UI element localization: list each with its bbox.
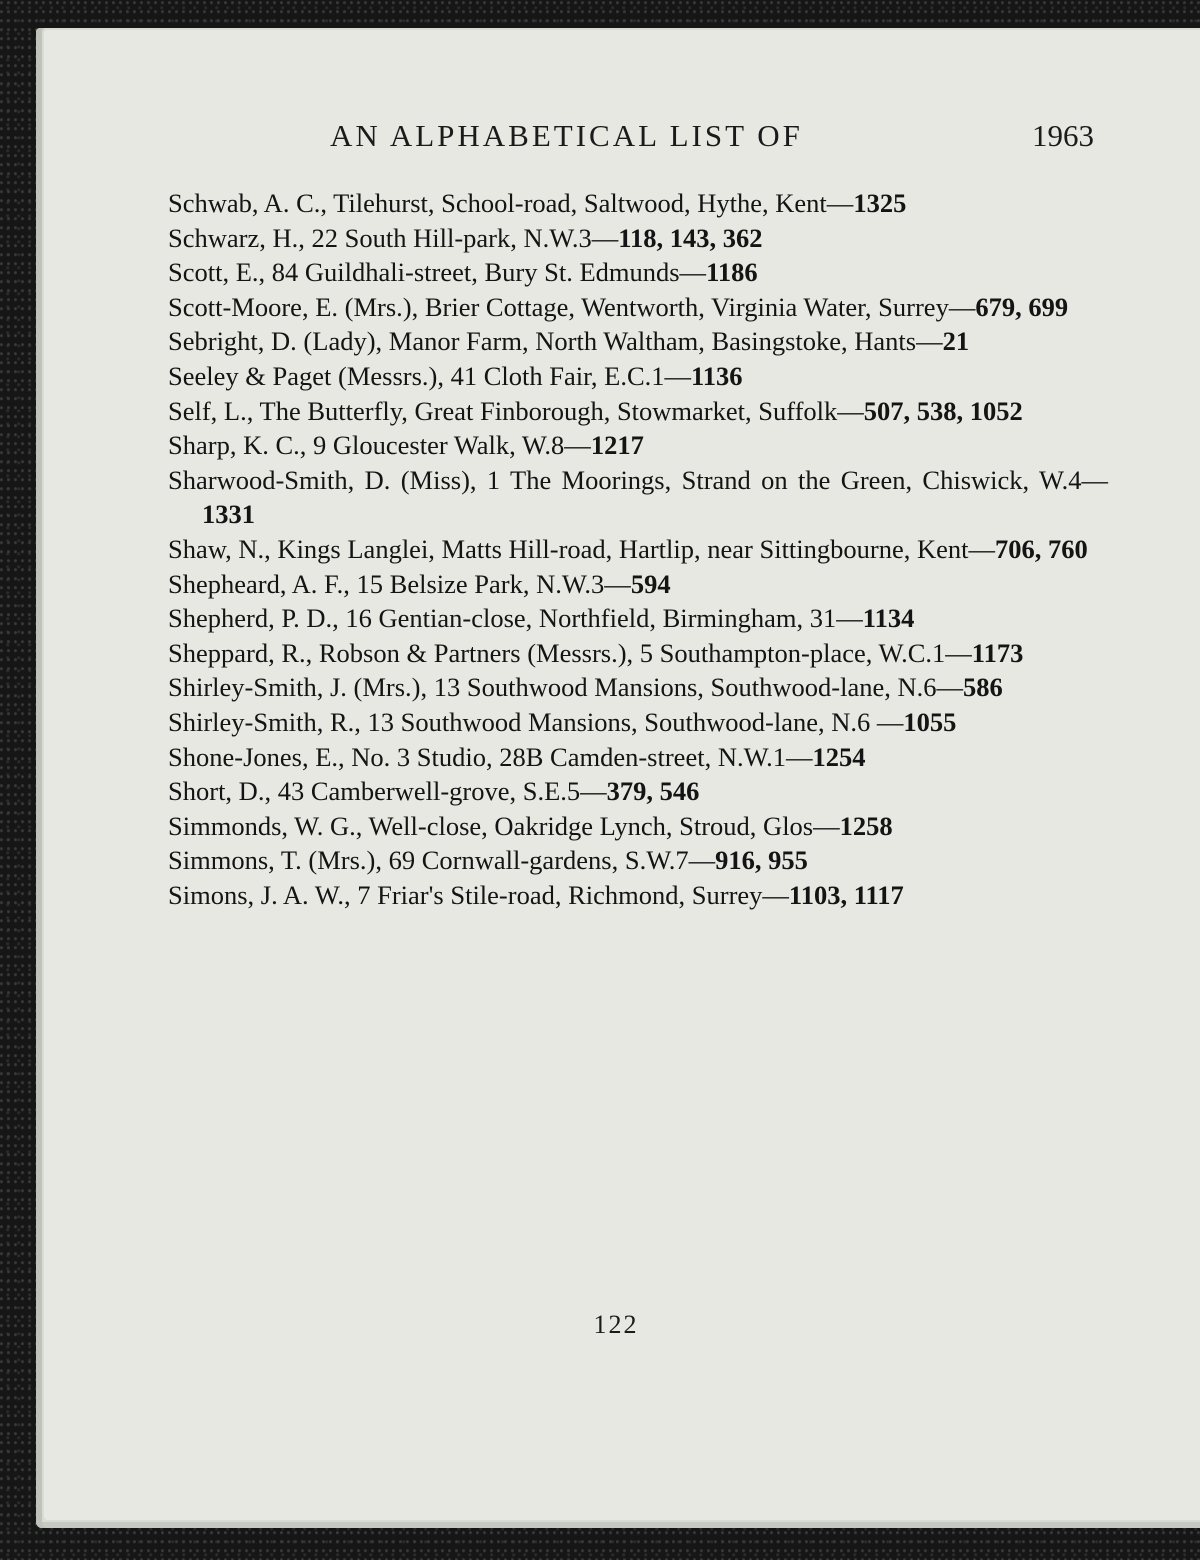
entry-text: Schwab, A. C., Tilehurst, School-road, Saltwood, Hythe, Kent— [168,188,854,218]
entry-text: Shirley-Smith, J. (Mrs.), 13 Southwood Mansions, Southwood-lane, N.6— [168,672,963,703]
list-entry [168,221,1108,256]
entry-numbers: 379, 546 [606,776,700,807]
list-entry [168,740,1108,775]
entry-numbers: 21 [942,326,970,357]
entry-text: Shepheard, A. F., 15 Belsize Park, N.W.3— [168,568,631,599]
running-head [0,118,1200,158]
entry-numbers: 118, 143, 362 [618,222,763,253]
entry-numbers: 1136 [691,360,743,391]
entry-numbers: 916, 955 [715,845,808,876]
entry-text: Shaw, N., Kings Langlei, Matts Hill-road, Hartlip, near Sittingbourne, Kent— [168,533,995,564]
entry-text: Scott-Moore, E. (Mrs.), Brier Cottage, Wentworth, Virginia Water, Surrey— [168,291,976,322]
list-entry [168,843,1108,878]
entry-numbers: 1134 [862,603,915,634]
entry-text: Sebright, D. (Lady), Manor Farm, North Waltham, Basingstoke, Hants— [168,326,943,357]
entry-text: Scott, E., 84 Guildhali-street, Bury St. Edmunds— [168,257,707,288]
list-entry [168,878,1108,913]
list-entry [168,601,1108,636]
entry-text: Short, D., 43 Camberwell-grove, S.E.5— [168,776,607,807]
entry-numbers: 1258 [839,810,893,841]
list-entry [168,428,1108,463]
entry-numbers: 1173 [971,637,1024,668]
entry-text: Shepherd, P. D., 16 Gentian-close, Northfield, Birmingham, 31— [168,603,863,634]
list-entry [168,532,1108,567]
entry-numbers: 1331 [202,499,255,530]
entry-numbers: 1055 [903,706,957,737]
entry-text: Simmons, T. (Mrs.), 69 Cornwall-gardens, S.W.7— [168,845,716,876]
entry-text: Simons, J. A. W., 7 Friar's Stile-road, Richmond, Surrey— [168,879,789,910]
list-entry [168,290,1108,325]
list-entry [168,670,1108,705]
list-entry [168,809,1108,844]
page-number: 122 [593,1310,639,1339]
list-entry [168,186,1108,221]
list-entry [168,636,1108,671]
entry-numbers: 507, 538, 1052 [863,395,1023,426]
entry-text: Simmonds, W. G., Well-close, Oakridge Lynch, Stroud, Glos— [168,810,840,841]
entry-text: Self, L., The Butterfly, Great Finborough, Stowmarket, Suffolk— [168,395,864,426]
entry-text: Seeley & Paget (Messrs.), 41 Cloth Fair, E.C.1— [168,360,691,391]
entry-numbers: 706, 760 [995,533,1088,564]
list-entry [168,359,1108,394]
entry-text: Shone-Jones, E., No. 3 Studio, 28B Camden-street, N.W.1— [168,741,813,772]
list-entry [168,324,1108,359]
list-entry [168,567,1108,602]
entry-numbers: 1254 [812,741,866,772]
running-title: AN ALPHABETICAL LIST OF [330,118,803,153]
entry-text: Sharwood-Smith, D. (Miss), 1 The Moorings, Strand on the Green, Chiswick, W.4— [168,464,1108,495]
entry-text: Shirley-Smith, R., 13 Southwood Mansions, Southwood-lane, N.6 — [168,706,904,737]
list-entry [168,463,1108,532]
entry-numbers: 586 [963,672,1003,703]
list-entry [168,394,1108,429]
list-entry [168,255,1108,290]
entry-text: Schwarz, H., 22 South Hill-park, N.W.3— [168,222,619,253]
entry-numbers: 594 [630,568,671,599]
running-page-ref: 1963 [1032,118,1094,153]
list-entry [168,774,1108,809]
entry-numbers: 1186 [706,257,758,288]
entry-numbers: 679, 699 [975,291,1069,322]
list-entry [168,705,1108,740]
entry-numbers: 1325 [853,188,907,218]
entry-numbers: 1103, 1117 [788,879,904,910]
entry-text: Sheppard, R., Robson & Partners (Messrs.), 5 Southampton-place, W.C.1— [168,637,972,668]
entry-text: Sharp, K. C., 9 Gloucester Walk, W.8— [168,430,591,461]
entry-numbers: 1217 [590,430,644,461]
entry-list [168,186,1108,912]
